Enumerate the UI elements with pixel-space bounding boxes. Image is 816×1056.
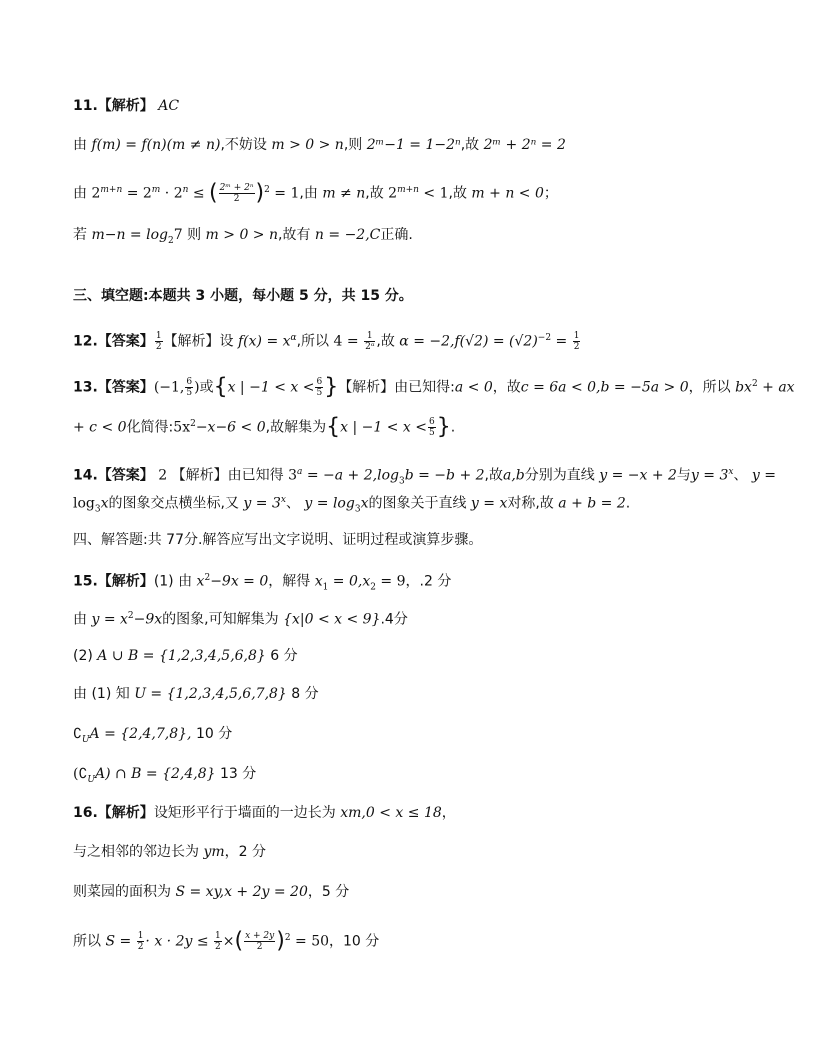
- text: 由 (1) 知: [73, 686, 130, 702]
- q13-line-2: [73, 414, 776, 438]
- math: −x−6 < 0: [195, 419, 266, 436]
- text: ,由: [299, 185, 318, 202]
- q11-line-4: [73, 225, 776, 251]
- text: (2): [73, 648, 93, 664]
- fraction: [428, 417, 436, 438]
- q12-label: 12.【答案】: [73, 333, 154, 350]
- text: ，.2 分: [405, 573, 452, 590]
- math: log: [73, 495, 95, 512]
- denominator: 2: [137, 942, 144, 953]
- text: ,故有: [278, 227, 311, 243]
- text: 8 分: [286, 686, 319, 702]
- math: y = 3: [690, 467, 729, 484]
- text: 正确.: [380, 227, 413, 243]
- math: x: [340, 419, 348, 436]
- text: ,故解集为: [265, 419, 327, 436]
- brace: }: [324, 374, 339, 400]
- math-sup: 2: [284, 933, 291, 943]
- math-sup: m+n: [397, 185, 419, 195]
- math: (∁: [73, 766, 88, 782]
- q13-line-1: [73, 374, 795, 400]
- q11-label: 11.【解析】: [73, 98, 154, 114]
- paren: ): [255, 180, 265, 206]
- math: m > 0 > n: [205, 227, 279, 243]
- text: ，: [441, 805, 456, 821]
- math: m ≠ n: [322, 185, 366, 202]
- q12-line: [73, 328, 776, 352]
- q11-header-line: [73, 96, 776, 116]
- brace: {: [326, 414, 341, 440]
- denominator: 2: [233, 194, 240, 205]
- q15-line-5: [73, 724, 776, 750]
- denominator: 5: [316, 388, 323, 399]
- math: x: [196, 573, 205, 590]
- numerator: 1: [215, 931, 221, 942]
- math: 4 =: [333, 333, 364, 350]
- math: y = x: [470, 495, 508, 512]
- text: 对称,故: [507, 495, 554, 512]
- q15-line-4: [73, 684, 776, 704]
- text: ,故: [448, 185, 467, 202]
- text: 由: [73, 185, 87, 202]
- math-sup: x: [280, 495, 286, 505]
- math: ≤: [188, 185, 210, 202]
- section-3-heading: 三、填空题:本题共 3 小题，每小题 5 分，共 15 分。: [73, 288, 413, 304]
- math: = 0,x: [328, 573, 371, 590]
- denominator: 2: [155, 342, 162, 353]
- q14-line-2: [73, 490, 776, 519]
- paren: (: [234, 928, 244, 954]
- q15-line-1: [73, 568, 776, 597]
- denominator: 2ᵅ: [365, 342, 375, 353]
- math: S =: [105, 933, 136, 950]
- math: 2: [91, 185, 101, 202]
- denominator: 5: [186, 388, 193, 399]
- math-sup: α: [290, 333, 297, 343]
- math-sub: 2: [370, 582, 376, 593]
- math-sup: a: [297, 467, 303, 477]
- math: (−1,: [153, 379, 185, 396]
- math: m−n = log: [91, 227, 168, 243]
- text: 与: [676, 467, 691, 484]
- math: 2: [388, 185, 398, 202]
- math-sub: 2: [167, 235, 174, 246]
- fraction: [185, 377, 193, 398]
- text: 分别为直线: [524, 467, 595, 484]
- numerator: 1: [155, 331, 162, 342]
- bar: |: [235, 379, 245, 396]
- math: = 1: [269, 185, 300, 202]
- q11-line-2: [73, 135, 776, 155]
- numerator: 1: [137, 931, 144, 942]
- text: 【解析】由已知得:: [338, 379, 455, 396]
- q16-line-2: [73, 842, 776, 862]
- numerator: 1: [573, 331, 580, 342]
- math: α = −2,f(√2) = (√2): [399, 333, 538, 350]
- math: 7: [173, 227, 183, 243]
- math-sup: 2: [127, 611, 134, 621]
- q13-label: 13.【答案】: [73, 379, 154, 396]
- math: = 50: [290, 933, 330, 950]
- q15-line-3: [73, 646, 776, 666]
- math: −1 < x <: [244, 379, 315, 396]
- q16-label: 16.【解析】: [73, 805, 154, 821]
- math: = −a + 2,log: [302, 467, 399, 484]
- numerator: 1: [364, 331, 375, 342]
- math: x: [360, 495, 369, 512]
- math: A = {2,4,7,8},: [89, 726, 192, 742]
- math: = 9: [375, 573, 406, 590]
- text: 、: [733, 467, 748, 484]
- math: + ax: [757, 379, 795, 396]
- numerator: x + 2y: [245, 931, 275, 942]
- q16-line-1: [73, 803, 776, 823]
- math: x: [227, 379, 236, 396]
- math-sub: 3: [398, 476, 405, 487]
- math: x: [100, 495, 109, 512]
- text: 与之相邻的邻边长为: [73, 844, 199, 860]
- fraction: [244, 931, 275, 952]
- text: ，10 分: [329, 933, 380, 950]
- text: ，2 分: [224, 844, 266, 860]
- math: 3: [288, 467, 298, 484]
- text: 的图象交点横坐标,又: [108, 495, 239, 512]
- text: .4分: [380, 611, 408, 628]
- math: 2ᵐ−1 = 1−2ⁿ: [366, 137, 461, 153]
- text: 则菜园的面积为: [73, 884, 171, 900]
- text: 6 分: [265, 648, 298, 664]
- text: 【解析】由已知得: [171, 467, 284, 484]
- math: y = 3: [243, 495, 281, 512]
- fraction: [364, 331, 375, 352]
- math-sup: 2: [264, 185, 270, 195]
- fraction: [573, 331, 581, 352]
- text: ，所以: [688, 379, 731, 396]
- bar: |: [348, 419, 358, 436]
- math: = 2: [122, 185, 152, 202]
- q14-label: 14.【答案】: [73, 467, 154, 484]
- q15-line-2: [73, 606, 776, 630]
- math: c = 6a < 0,b = −5a > 0: [520, 379, 689, 396]
- denominator: 2: [256, 942, 263, 953]
- math: bx: [735, 379, 752, 396]
- q11-line-3: [73, 180, 776, 204]
- math-sub: U: [87, 774, 95, 785]
- math: a,b: [502, 467, 525, 484]
- text: ,故: [484, 467, 503, 484]
- q14-line-1: [73, 462, 776, 491]
- text: 13 分: [215, 766, 257, 782]
- math-sup: m: [151, 185, 161, 195]
- math: f(m) = f(n)(m ≠ n): [91, 137, 221, 153]
- numerator: 6: [186, 377, 193, 388]
- text: 设矩形平行于墙面的一边长为: [153, 805, 336, 821]
- math: x: [314, 573, 323, 590]
- text: 【解析】设: [163, 333, 234, 350]
- text: 所以: [73, 933, 101, 950]
- section-4-heading: 四、解答题:共 77分.解答应写出文字说明、证明过程或演算步骤。: [73, 532, 483, 548]
- q11-answer: AC: [158, 98, 180, 114]
- math-sup: x: [728, 467, 734, 477]
- math: a < 0: [454, 379, 493, 396]
- math-sup: 2: [751, 379, 758, 389]
- math: {x|0 < x < 9}: [283, 611, 381, 628]
- text: 若: [73, 227, 87, 243]
- q16-line-4: [73, 928, 776, 952]
- denominator: 2: [573, 342, 580, 353]
- math: 2ᵐ + 2ⁿ = 2: [483, 137, 566, 153]
- text: 则: [182, 227, 202, 243]
- math-sub: 1: [322, 582, 329, 593]
- math: < 1: [418, 185, 449, 202]
- math: n = −2,C: [314, 227, 381, 243]
- text: .: [625, 495, 631, 512]
- text: ，故: [492, 379, 521, 396]
- text: 的图象关于直线: [368, 495, 467, 512]
- math: y =: [751, 467, 776, 484]
- q15-line-6: [73, 764, 776, 790]
- text: ,不妨设: [220, 137, 267, 153]
- math-sub: U: [81, 734, 90, 745]
- q14-answer: 2: [158, 467, 168, 484]
- math-sup: −2: [537, 333, 552, 343]
- math: a + b = 2: [558, 495, 626, 512]
- text: ,故: [365, 185, 384, 202]
- math: ): [194, 379, 200, 396]
- math: y = −x + 2: [599, 467, 677, 484]
- q16-line-3: [73, 882, 776, 902]
- math: U = {1,2,3,4,5,6,7,8}: [134, 686, 287, 702]
- text: 或: [199, 379, 214, 396]
- math: ym: [203, 844, 225, 860]
- fraction: [214, 931, 222, 952]
- math: −1 < x <: [357, 419, 427, 436]
- math: f(x) = x: [238, 333, 291, 350]
- brace: {: [213, 374, 228, 400]
- text: 的图象,可知解集为: [162, 611, 279, 628]
- paren: ): [276, 928, 285, 954]
- math-sup: m+n: [100, 185, 123, 195]
- text: (1) 由: [153, 573, 193, 590]
- text: 由: [73, 137, 87, 153]
- math: A) ∩ B = {2,4,8}: [94, 766, 216, 782]
- denominator: 2: [215, 942, 221, 953]
- text: ,所以: [296, 333, 330, 350]
- math: y = x: [91, 611, 128, 628]
- text: ,故: [460, 137, 480, 153]
- numerator: 6: [316, 377, 323, 388]
- fraction: [219, 183, 255, 204]
- denominator: 5: [428, 428, 435, 439]
- paren: (: [209, 180, 218, 206]
- math: + c < 0: [73, 419, 127, 436]
- text: ；: [543, 185, 558, 202]
- math: ×: [222, 933, 235, 950]
- math-sup: 2: [190, 419, 196, 429]
- text: 化简得:: [126, 419, 174, 436]
- text: ,故: [376, 333, 395, 350]
- math: 5x: [173, 419, 191, 436]
- text: 由: [73, 611, 87, 628]
- math: S = xy,x + 2y = 20: [175, 884, 308, 900]
- math: xm,0 < x ≤ 18: [340, 805, 442, 821]
- math: ∁: [73, 726, 82, 742]
- math: =: [551, 333, 572, 350]
- math-sup: n: [182, 185, 189, 195]
- numerator: 6: [428, 417, 435, 428]
- fraction: [155, 331, 163, 352]
- math: y = log: [304, 495, 355, 512]
- text: ,则: [343, 137, 363, 153]
- math-sub: 3: [354, 504, 361, 515]
- brace: }: [436, 414, 451, 440]
- math: m + n < 0: [471, 185, 544, 202]
- text: ，解得: [268, 573, 311, 590]
- text: .: [450, 419, 456, 436]
- math-sup: 2: [204, 573, 211, 583]
- math: b = −b + 2: [404, 467, 485, 484]
- math: · x · 2y ≤: [145, 933, 214, 950]
- text: 10 分: [191, 726, 233, 742]
- fraction: [137, 931, 145, 952]
- numerator: 2ᵐ + 2ⁿ: [219, 183, 254, 194]
- text: ，5 分: [307, 884, 350, 900]
- math-sub: 3: [94, 504, 101, 515]
- math: −9x = 0: [210, 573, 269, 590]
- fraction: [315, 377, 323, 398]
- math: A ∪ B = {1,2,3,4,5,6,8}: [97, 648, 266, 664]
- text: 、: [285, 495, 300, 512]
- q15-label: 15.【解析】: [73, 573, 154, 590]
- math: · 2: [160, 185, 183, 202]
- math: m > 0 > n: [271, 137, 344, 153]
- math: −9x: [133, 611, 163, 628]
